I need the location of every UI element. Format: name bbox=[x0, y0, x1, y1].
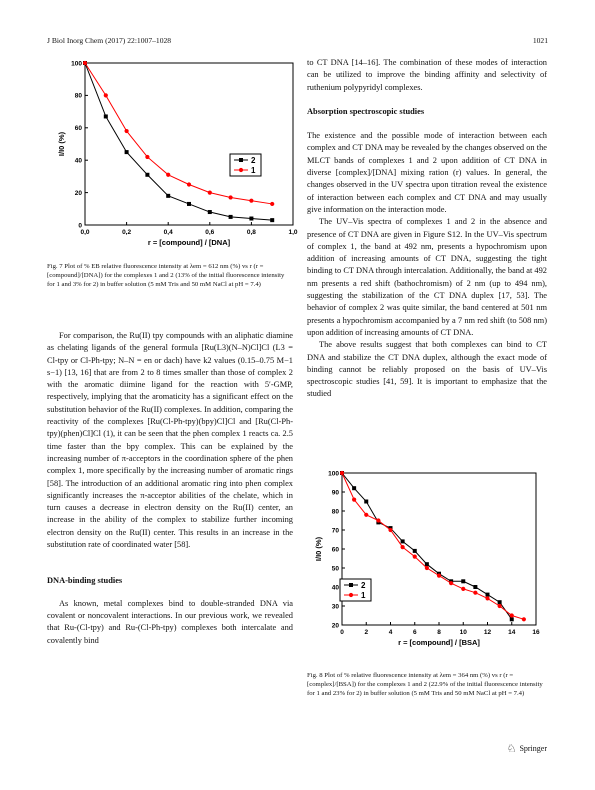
series-2-point bbox=[473, 585, 477, 589]
legend-1-marker bbox=[349, 593, 353, 597]
series-1-point bbox=[270, 202, 274, 206]
springer-logo-icon: ♘ bbox=[506, 743, 517, 755]
series-1-point bbox=[83, 61, 87, 65]
series-1-point bbox=[187, 182, 191, 186]
series-1-point bbox=[449, 581, 453, 585]
series-2-point bbox=[166, 194, 170, 198]
legend-1-label: 1 bbox=[361, 591, 366, 600]
series-1-point bbox=[145, 155, 149, 159]
paragraph: As known, metal complexes bind to double-stranded DNA via covalent or noncovalent interactions. In our previous work, we revealed that Ru-(Cl-tpy) and Ru-(Cl-Ph-tpy) complexes both intercalate and covalently bind bbox=[47, 598, 293, 645]
y-tick-label: 40 bbox=[331, 584, 339, 592]
series-2-point bbox=[413, 549, 417, 553]
y-tick-label: 40 bbox=[74, 157, 82, 165]
x-tick-label: 6 bbox=[412, 629, 417, 636]
series-1-point bbox=[498, 604, 502, 608]
y-tick-label: 80 bbox=[74, 92, 82, 100]
y-tick-label: 20 bbox=[74, 189, 82, 197]
series-1-point bbox=[461, 587, 465, 591]
series-1-point bbox=[104, 93, 108, 97]
x-tick-label: 14 bbox=[508, 629, 516, 636]
series-2-point bbox=[425, 562, 429, 566]
series-1-point bbox=[364, 513, 368, 517]
series-2-point bbox=[208, 210, 212, 214]
y-tick-label: 60 bbox=[74, 125, 82, 133]
y-tick-label: 20 bbox=[331, 622, 339, 630]
x-tick-label: 12 bbox=[483, 629, 492, 636]
y-tick-label: 0 bbox=[78, 222, 82, 230]
series-2-point bbox=[498, 600, 502, 604]
series-2-line bbox=[85, 63, 272, 220]
figure-7-caption: Fig. 7 Plot of % EB relative fluorescence intensity at λem = 612 nm (%) vs r (r = [compound]/[DNA]) for the complexes 1 and 2 (13% of the initial fluorescence intensity for 1 and 3% for 2) in buffer solution (5 mM Tris and 50 mM NaCl at pH = 7.4) bbox=[47, 263, 285, 288]
x-axis-label: r = [compound] / [BSA] bbox=[398, 638, 480, 647]
x-tick-label: 2 bbox=[364, 629, 369, 636]
paragraph: The above results suggest that both complexes can bind to CT DNA and stabilize the CT DNA duplex, although the exact mode of binding cannot be reliably proposed on the basis of UV–Vis spectroscopic studies [41, 59]. It is important to emphasize that the studied bbox=[307, 340, 547, 399]
paragraph: For comparison, the Ru(II) tpy compounds with an aliphatic diamine as chelating ligands of the general formula [Ru(L3)(N–N)Cl]Cl (L3 = Cl-tpy or Cl-Ph-tpy; N–N = en or dach) have k2 values (0.15–0.75 M−1 s−1) [13, 16] that are from 2 to 8 times smaller than those of complex 2 with the aromatic diimine ligand for the reaction with 5′-GMP, respectively, implying that the aromaticity has a significant effect on the substitution behavior of the Ru(II) complexes. In addition, comparing the reactivity of the complexes [Ru(Cl-Ph-tpy)(bpy)Cl]Cl and [Ru(Cl-Ph-tpy)(phen)Cl]Cl (1), it can be seen that the phen complex 1 reacts ca. 2.5 time faster than the bpy complex. This can be explained by the increasing number of π-acceptors in the coordination sphere of the phen complex 1, more specifically by the increasing number of aromatic rings [58]. The introduction of an additional aromatic ring into phen complex significantly increases the π-acceptor abilities of the chelate, which in turn causes a decrease in electron density on the Ru(II) center, an increase in the ability of the complex to stabilize further incoming electron density on the Ru(II) center. This results in an increase in the substitution rate of coordinated water [58]. bbox=[47, 331, 293, 550]
series-1-point bbox=[401, 545, 405, 549]
paragraph: The existence and the possible mode of interaction between each complex and CT DNA may be revealed by the changes observed on the MLCT bands of complexes 1 and 2 upon addition of CT DNA in diverse [complex]/[DNA] mixing ration (r) values. In general, the changes observed in the UV spectra upon titration reveal the existence of interaction between each complex and CT DNA and may usually give information on the interaction mode. bbox=[307, 131, 547, 214]
figure-8-chart bbox=[302, 468, 552, 668]
publisher-name: Springer bbox=[519, 744, 547, 753]
series-1-point bbox=[340, 471, 344, 475]
y-tick-label: 80 bbox=[331, 508, 339, 516]
x-axis-label: r = [compound] / [DNA] bbox=[147, 238, 231, 247]
paragraph: The UV–Vis spectra of complexes 1 and 2 in the absence and presence of CT DNA are given in Figure S12. In the UV–Vis spectrum of complex 1, the band at 492 nm, presents a hypochromism upon addition of increasing amounts of CT DNA, suggesting the tight binding to CT DNA through intercalation. Additionally, the band at 492 nm presents a red shift (bathochromism) of 2 nm (up to 494 nm), suggesting the stabilization of the CT DNA duplex [17, 53]. The behavior of complex 2 was quite similar, the band centered at 501 nm presents a hypochromism accompanied by a 7 nm red shift (to 508 nm) upon addition of increasing amounts of CT DNA. bbox=[307, 217, 547, 337]
series-1-point bbox=[249, 199, 253, 203]
legend-1-label: 1 bbox=[251, 166, 256, 175]
series-1-point bbox=[413, 555, 417, 559]
series-1-line bbox=[85, 63, 272, 204]
section-heading-absorption: Absorption spectroscopic studies bbox=[307, 106, 425, 116]
x-tick-label: 0,6 bbox=[205, 229, 215, 236]
series-1-point bbox=[510, 613, 514, 617]
y-axis-label: I/I0 (%) bbox=[314, 536, 323, 562]
series-2-point bbox=[145, 173, 149, 177]
series-2-point bbox=[401, 539, 405, 543]
page-number: 1021 bbox=[532, 36, 548, 45]
figure-7-chart bbox=[40, 55, 300, 255]
running-header: J Biol Inorg Chem (2017) 22:1007–1028 bbox=[47, 36, 172, 45]
series-2-point bbox=[187, 202, 191, 206]
legend-box bbox=[230, 154, 261, 176]
series-2-point bbox=[461, 579, 465, 583]
series-1-point bbox=[352, 498, 356, 502]
series-2-point bbox=[486, 593, 490, 597]
right-column bbox=[307, 57, 547, 401]
figure-8-caption: Fig. 8 Plot of % relative fluorescence intensity at λem = 364 nm (%) vs r (r = [complex]/[BSA]) for the complexes 1 and 2 (22.9% of the initial fluorescence intensity for 1 and 23% for 2) in buffer solution (5 mM Tris and 50 mM NaCl at pH = 7.4) bbox=[307, 672, 543, 697]
x-tick-label: 10 bbox=[459, 629, 467, 636]
series-1-point bbox=[473, 591, 477, 595]
section-heading-dna-binding: DNA-binding studies bbox=[47, 576, 123, 586]
y-tick-label: 100 bbox=[71, 60, 82, 68]
y-tick-label: 70 bbox=[331, 527, 339, 535]
y-tick-label: 100 bbox=[328, 470, 339, 478]
x-tick-label: 8 bbox=[437, 629, 441, 636]
paragraph: to CT DNA [14–16]. The combination of these modes of interaction can be utilized to improve the binding affinity and selectivity of ruthenium polypyridyl complexes. bbox=[307, 58, 547, 92]
x-tick-label: 0,4 bbox=[163, 229, 173, 236]
series-1-point bbox=[425, 566, 429, 570]
x-tick-label: 4 bbox=[388, 629, 393, 636]
series-2-point bbox=[229, 215, 233, 219]
y-tick-label: 50 bbox=[331, 565, 339, 573]
legend-2-label: 2 bbox=[251, 156, 256, 165]
publisher-footer bbox=[507, 742, 547, 755]
x-tick-label: 0,0 bbox=[80, 229, 90, 236]
legend-1-marker bbox=[239, 168, 243, 172]
y-tick-label: 90 bbox=[331, 489, 339, 497]
plot-frame bbox=[342, 473, 536, 625]
x-tick-label: 1,0 bbox=[288, 229, 298, 236]
left-column bbox=[47, 330, 293, 647]
series-2-point bbox=[510, 617, 514, 621]
series-1-point bbox=[388, 528, 392, 532]
series-2-point bbox=[270, 218, 274, 222]
series-1-point bbox=[437, 574, 441, 578]
legend-2-marker bbox=[239, 158, 243, 162]
series-1-point bbox=[229, 195, 233, 199]
series-1-point bbox=[125, 129, 129, 133]
y-tick-label: 60 bbox=[331, 546, 339, 554]
series-1-point bbox=[485, 596, 489, 600]
series-2-point bbox=[104, 114, 108, 118]
y-axis-label: I/I0 (%) bbox=[57, 131, 66, 157]
legend-2-marker bbox=[349, 583, 353, 587]
legend-2-label: 2 bbox=[361, 581, 366, 590]
x-tick-label: 16 bbox=[532, 629, 540, 636]
x-tick-label: 0,2 bbox=[122, 229, 132, 236]
x-tick-label: 0,8 bbox=[246, 229, 256, 236]
series-1-point bbox=[376, 518, 380, 522]
x-tick-label: 0 bbox=[340, 629, 344, 636]
series-1-point bbox=[522, 617, 526, 621]
legend-box bbox=[340, 579, 371, 601]
series-2-point bbox=[249, 217, 253, 221]
series-1-point bbox=[208, 191, 212, 195]
series-2-point bbox=[125, 150, 129, 154]
series-2-point bbox=[352, 486, 356, 490]
plot-frame bbox=[85, 63, 293, 225]
series-2-point bbox=[364, 500, 368, 504]
y-tick-label: 30 bbox=[331, 603, 339, 611]
series-1-point bbox=[166, 173, 170, 177]
